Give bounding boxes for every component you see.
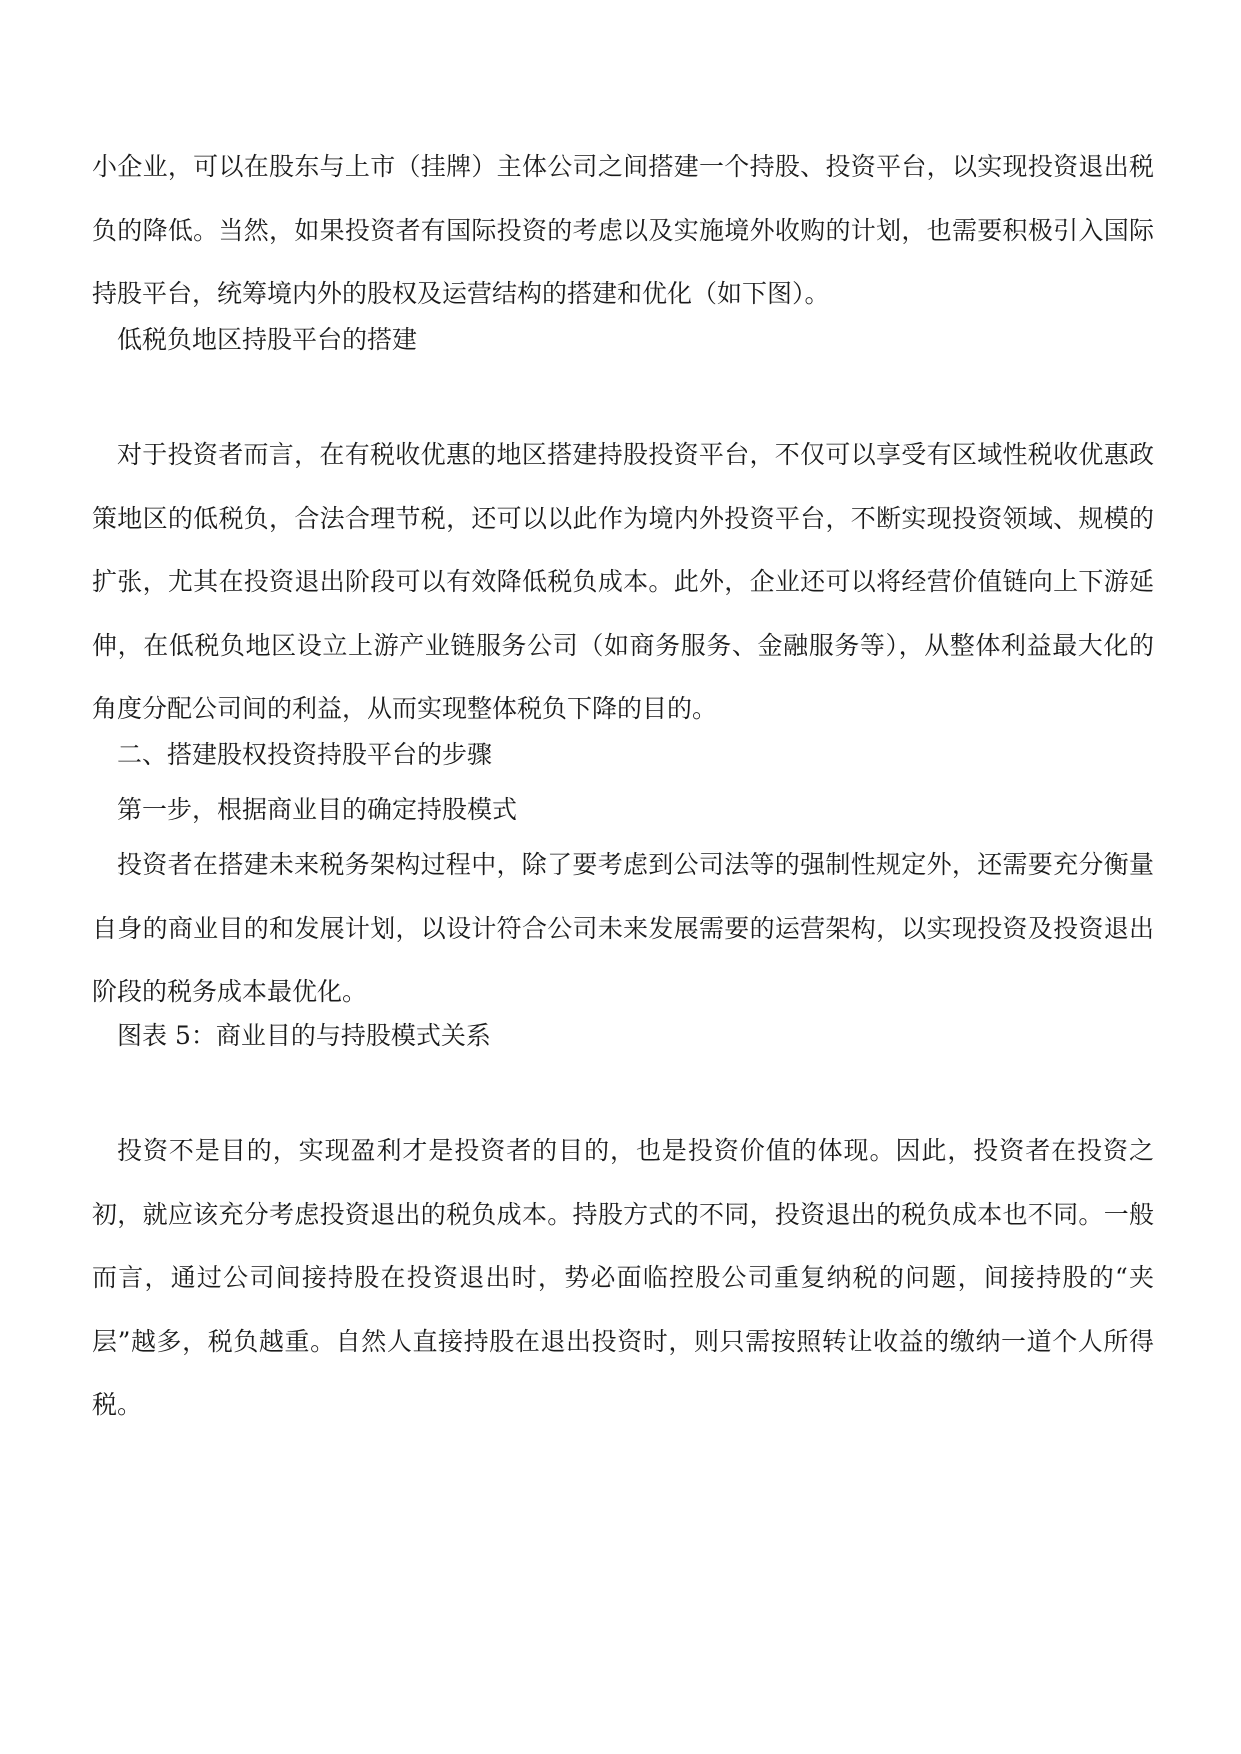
body-paragraph: 小企业，可以在股东与上市（挂牌）主体公司之间搭建一个持股、投资平台，以实现投资退出税负的降低。当然，如果投资者有国际投资的考虑以及实施境外收购的计划，也需要积极引入国际持股平台，统筹境内外的股权及运营结构的搭建和优化（如下图）。 — [92, 152, 1154, 308]
paragraph-business-purpose — [92, 833, 1154, 1024]
heading-text: 第一步，根据商业目的确定持股模式 — [117, 795, 518, 824]
body-paragraph: 投资不是目的，实现盈利才是投资者的目的，也是投资价值的体现。因此，投资者在投资之初，就应该充分考虑投资退出的税负成本。持股方式的不同，投资退出的税负成本也不同。一般而言，通过公司间接持股在投资退出时，势必面临控股公司重复纳税的问题，间接持股的“夹层”越多，税负越重。自然人直接持股在退出投资时，则只需按照转让收益的缴纳一道个人所得税。 — [92, 1136, 1154, 1419]
step-one-heading — [92, 778, 1154, 842]
heading-text: 低税负地区持股平台的搭建 — [117, 325, 418, 354]
section-heading-steps — [92, 723, 1154, 787]
section-heading-low-tax-platform — [92, 308, 1154, 372]
heading-text: 二、搭建股权投资持股平台的步骤 — [117, 740, 493, 769]
paragraph-exit-tax-cost — [92, 1119, 1154, 1437]
paragraph-low-tax-benefits — [92, 423, 1154, 741]
figure-caption — [92, 1004, 1154, 1068]
paragraph-continuation — [92, 135, 1154, 326]
body-paragraph: 投资者在搭建未来税务架构过程中，除了要考虑到公司法等的强制性规定外，还需要充分衡量自身的商业目的和发展计划，以设计符合公司未来发展需要的运营架构，以实现投资及投资退出阶段的税务成本最优化。 — [92, 850, 1154, 1006]
caption-text: 图表 5：商业目的与持股模式关系 — [117, 1021, 491, 1050]
body-paragraph: 对于投资者而言，在有税收优惠的地区搭建持股投资平台，不仅可以享受有区域性税收优惠政策地区的低税负，合法合理节税，还可以以此作为境内外投资平台，不断实现投资领域、规模的扩张，尤其在投资退出阶段可以有效降低税负成本。此外，企业还可以将经营价值链向上下游延伸，在低税负地区设立上游产业链服务公司（如商务服务、金融服务等），从整体利益最大化的角度分配公司间的利益，从而实现整体税负下降的目的。 — [92, 440, 1154, 723]
